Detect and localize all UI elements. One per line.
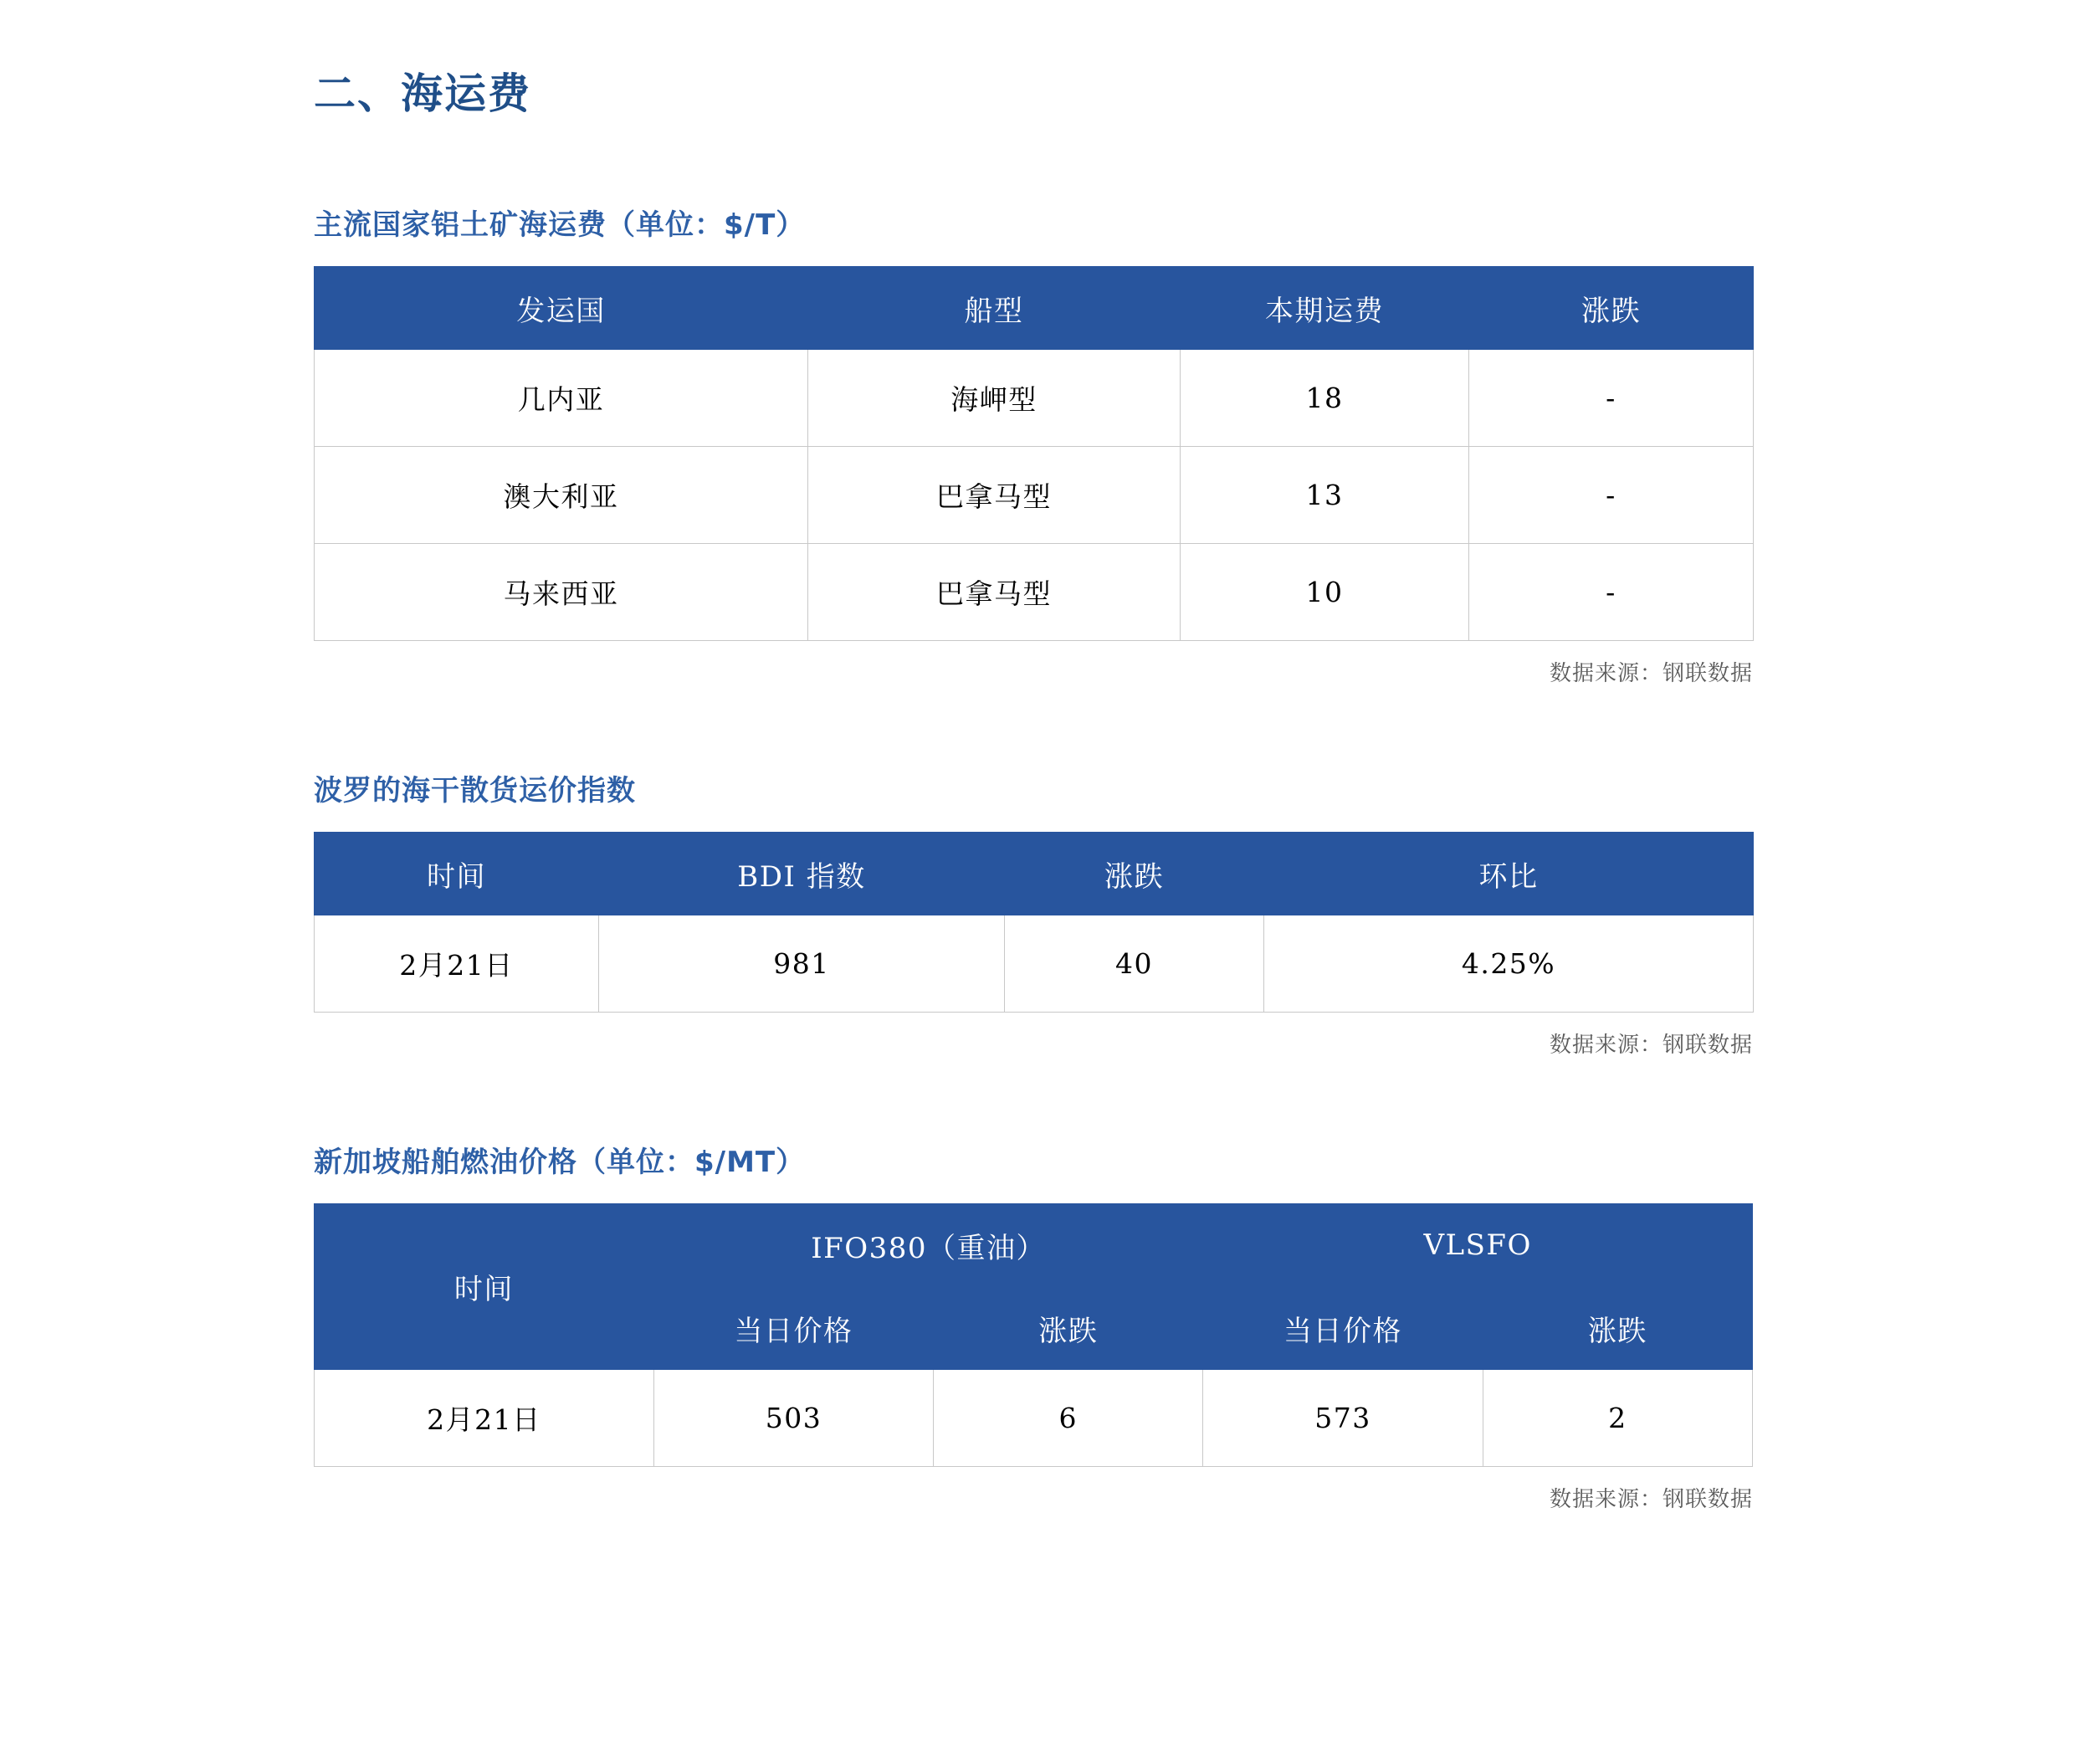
cell-vlsfo-price: 573	[1203, 1370, 1483, 1467]
table-row	[315, 447, 1754, 544]
table-row	[315, 350, 1754, 447]
table-header-row	[315, 267, 1754, 350]
cell-country: 几内亚	[315, 350, 808, 447]
bdi-table	[314, 832, 1754, 1013]
cell-time: 2月21日	[315, 1370, 654, 1467]
table-header-row-top	[315, 1204, 1753, 1287]
cell-country: 马来西亚	[315, 544, 808, 641]
table-row	[315, 544, 1754, 641]
column-header-freight: 本期运费	[1181, 267, 1469, 350]
bdi-source: 数据来源：钢联数据	[1549, 1033, 1753, 1058]
column-header-country: 发运国	[315, 267, 808, 350]
cell-vlsfo-change: 2	[1483, 1370, 1752, 1467]
column-header-vlsfo-price: 当日价格	[1203, 1287, 1483, 1370]
cell-ifo-change: 6	[934, 1370, 1203, 1467]
column-header-vlsfo-change: 涨跌	[1483, 1287, 1752, 1370]
cell-bdi-index: 981	[599, 915, 1005, 1013]
column-header-time: 时间	[315, 1204, 654, 1370]
column-header-shiptype: 船型	[808, 267, 1181, 350]
cell-shiptype: 巴拿马型	[808, 544, 1181, 641]
page-title: 二、海运费	[314, 69, 531, 118]
cell-freight: 13	[1181, 447, 1469, 544]
column-header-time: 时间	[315, 833, 599, 915]
sea-freight-caption: 主流国家铝土矿海运费（单位：$/T）	[314, 208, 806, 242]
bdi-caption: 波罗的海干散货运价指数	[314, 774, 636, 808]
cell-freight: 18	[1181, 350, 1469, 447]
cell-shiptype: 巴拿马型	[808, 447, 1181, 544]
cell-change: -	[1469, 350, 1754, 447]
bunker-table	[314, 1203, 1753, 1467]
cell-mom: 4.25%	[1264, 915, 1754, 1013]
bunker-caption: 新加坡船舶燃油价格（单位：$/MT）	[314, 1146, 806, 1179]
table-header-row	[315, 833, 1754, 915]
cell-shiptype: 海岬型	[808, 350, 1181, 447]
column-header-ifo-price: 当日价格	[653, 1287, 933, 1370]
cell-time: 2月21日	[315, 915, 599, 1013]
cell-change: -	[1469, 544, 1754, 641]
cell-change: 40	[1005, 915, 1264, 1013]
column-header-change: 涨跌	[1005, 833, 1264, 915]
column-header-change: 涨跌	[1469, 267, 1754, 350]
table-row	[315, 1370, 1753, 1467]
column-header-ifo-change: 涨跌	[934, 1287, 1203, 1370]
bunker-source: 数据来源：钢联数据	[1549, 1487, 1753, 1512]
sea-freight-table	[314, 266, 1754, 641]
cell-freight: 10	[1181, 544, 1469, 641]
cell-country: 澳大利亚	[315, 447, 808, 544]
column-header-bdi-index: BDI 指数	[599, 833, 1005, 915]
column-header-mom: 环比	[1264, 833, 1754, 915]
table-row	[315, 915, 1754, 1013]
column-header-vlsfo: VLSFO	[1203, 1204, 1753, 1287]
column-header-ifo380: IFO380（重油）	[653, 1204, 1203, 1287]
sea-freight-source: 数据来源：钢联数据	[1549, 661, 1753, 686]
cell-change: -	[1469, 447, 1754, 544]
cell-ifo-price: 503	[653, 1370, 933, 1467]
